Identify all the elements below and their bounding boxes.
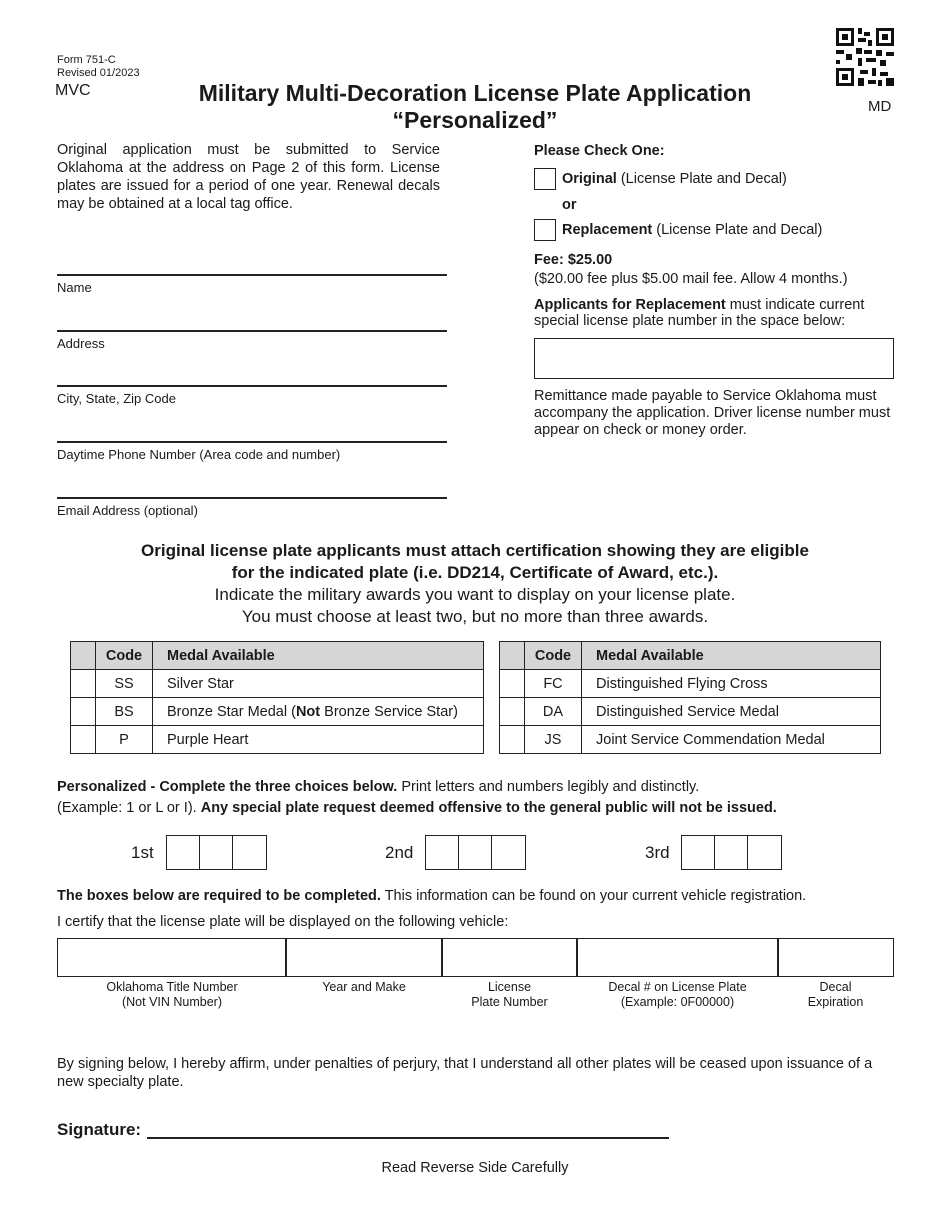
agency-code: MVC — [55, 82, 91, 99]
code-header: Code — [525, 642, 582, 670]
or-text: or — [562, 197, 577, 213]
medal-code: BS — [96, 698, 153, 726]
signature-line[interactable] — [147, 1137, 669, 1139]
third-choice-label: 3rd — [645, 843, 670, 862]
first-choice-label: 1st — [131, 843, 154, 862]
medal-code: SS — [96, 670, 153, 698]
year-make-label: Year and Make — [322, 980, 406, 994]
address-label: Address — [57, 336, 105, 351]
required-note — [57, 887, 806, 905]
offensive-warning: Any special plate request deemed offensive to the general public will not be issued. — [200, 800, 777, 816]
footer-note: Read Reverse Side Carefully — [381, 1160, 569, 1176]
name-field[interactable] — [57, 274, 447, 276]
fee-amount: Fee: $25.00 — [534, 252, 613, 268]
medal-code: DA — [525, 698, 582, 726]
medal-select-js[interactable] — [500, 726, 525, 754]
medal-select-bs[interactable] — [71, 698, 96, 726]
awards-instructions — [0, 540, 950, 628]
revised-date: Revised 01/2023 — [57, 67, 140, 79]
phone-field[interactable] — [57, 441, 447, 443]
medal-select-ss[interactable] — [71, 670, 96, 698]
third-choice-boxes[interactable] — [681, 835, 782, 870]
char-box[interactable] — [715, 836, 748, 869]
name-label: Name — [57, 280, 92, 295]
plate-number-label — [441, 980, 578, 1010]
email-field[interactable] — [57, 497, 447, 499]
first-choice-boxes[interactable] — [166, 835, 267, 870]
medal-row-bs — [71, 698, 484, 726]
awards-line-3: Indicate the military awards you want to display on your license plate. — [214, 585, 736, 604]
awards-line-4: You must choose at least two, but no more than three awards. — [241, 607, 709, 626]
plate-number-label-a: License — [487, 980, 532, 994]
medal-select-da[interactable] — [500, 698, 525, 726]
medal-header: Medal Available — [582, 642, 881, 670]
medal-select-p[interactable] — [71, 726, 96, 754]
medal-header: Medal Available — [153, 642, 484, 670]
personalized-line-1 — [57, 778, 699, 796]
original-option — [562, 170, 787, 188]
title-line-2: “Personalized” — [392, 107, 558, 133]
plate-number-input[interactable] — [441, 938, 578, 977]
medal-name: Joint Service Commendation Medal — [582, 726, 881, 754]
decal-number-label-b: (Example: 0F00000) — [620, 995, 735, 1009]
medal-name: Silver Star — [153, 670, 484, 698]
title-line-1: Military Multi-Decoration License Plate Application — [198, 80, 752, 106]
medal-name-post: Bronze Service Star) — [320, 703, 458, 720]
certify-text: I certify that the license plate will be displayed on the following vehicle: — [57, 914, 509, 930]
medal-row-da — [500, 698, 881, 726]
required-rest: This information can be found on your current vehicle registration. — [380, 888, 807, 904]
year-make-input[interactable] — [285, 938, 443, 977]
replacement-option — [562, 221, 822, 239]
replacement-note — [534, 297, 899, 329]
qr-code-icon — [836, 28, 894, 86]
decal-expiration-label — [777, 980, 894, 1010]
medal-name: Distinguished Service Medal — [582, 698, 881, 726]
city-state-zip-label: City, State, Zip Code — [57, 391, 176, 406]
char-box[interactable] — [426, 836, 459, 869]
medal-code: P — [96, 726, 153, 754]
char-box[interactable] — [682, 836, 715, 869]
original-label: Original — [562, 171, 617, 187]
medal-select-fc[interactable] — [500, 670, 525, 698]
decal-expiration-label-b: Expiration — [807, 995, 864, 1009]
medal-table-right — [499, 641, 881, 754]
replacement-checkbox[interactable] — [534, 219, 556, 241]
medal-name — [153, 698, 484, 726]
title-number-label-a: Oklahoma Title Number — [106, 980, 238, 994]
personalized-bold: Personalized - Complete the three choices below. — [57, 779, 398, 795]
decal-expiration-label-a: Decal — [819, 980, 852, 994]
remittance-text: Remittance made payable to Service Oklahoma must accompany the application. Driver license number must appear on check or money order. — [534, 388, 891, 438]
medal-row-js — [500, 726, 881, 754]
replacement-label: Replacement — [562, 222, 653, 238]
code-header: Code — [96, 642, 153, 670]
title-number-input[interactable] — [57, 938, 287, 977]
current-plate-number-input[interactable] — [534, 338, 894, 379]
email-label: Email Address (optional) — [57, 503, 198, 518]
medal-row-fc — [500, 670, 881, 698]
signature-label: Signature: — [57, 1120, 142, 1139]
original-desc: (License Plate and Decal) — [616, 171, 787, 187]
address-field[interactable] — [57, 330, 447, 332]
medal-table-header — [71, 642, 484, 670]
intro-text: Original application must be submitted to Service Oklahoma at the address on Page 2 of this form. License plates are issued for a period of one year. Renewal decals may be obtained at a local tag office. — [57, 142, 440, 212]
personalized-example: (Example: 1 or L or I). — [57, 800, 201, 816]
replacement-desc: (License Plate and Decal) — [652, 222, 823, 238]
decal-number-label-a: Decal # on License Plate — [608, 980, 747, 994]
char-box[interactable] — [492, 836, 525, 869]
medal-name: Purple Heart — [153, 726, 484, 754]
medal-code: JS — [525, 726, 582, 754]
char-box[interactable] — [200, 836, 233, 869]
char-box[interactable] — [459, 836, 492, 869]
char-box[interactable] — [167, 836, 200, 869]
city-state-zip-field[interactable] — [57, 385, 447, 387]
char-box[interactable] — [748, 836, 781, 869]
decal-expiration-input[interactable] — [777, 938, 894, 977]
decal-number-input[interactable] — [576, 938, 779, 977]
personalized-rest: Print letters and numbers legibly and distinctly. — [397, 779, 700, 795]
medal-name-bold: Not — [295, 703, 321, 720]
md-code: MD — [868, 98, 892, 115]
medal-table-header — [500, 642, 881, 670]
awards-line-2: for the indicated plate (i.e. DD214, Certificate of Award, etc.). — [231, 563, 719, 582]
replacement-note-text: must indicate current special license plate number in the space below: — [534, 297, 865, 329]
medal-name: Distinguished Flying Cross — [582, 670, 881, 698]
original-checkbox[interactable] — [534, 168, 556, 190]
medal-table-left — [70, 641, 484, 754]
personalized-line-2 — [57, 799, 777, 817]
plate-number-label-b: Plate Number — [471, 995, 548, 1009]
page-title — [140, 80, 810, 134]
title-number-label-b: (Not VIN Number) — [121, 995, 223, 1009]
awards-line-1: Original license plate applicants must attach certification showing they are eligible — [141, 541, 809, 560]
medal-code: FC — [525, 670, 582, 698]
select-header — [71, 642, 96, 670]
decal-number-label — [576, 980, 779, 1010]
check-heading: Please Check One: — [534, 143, 665, 159]
char-box[interactable] — [233, 836, 266, 869]
second-choice-label: 2nd — [385, 843, 414, 862]
required-bold: The boxes below are required to be completed. — [57, 888, 381, 904]
medal-row-p — [71, 726, 484, 754]
second-choice-boxes[interactable] — [425, 835, 526, 870]
fee-detail: ($20.00 fee plus $5.00 mail fee. Allow 4 months.) — [534, 271, 848, 287]
form-number: Form 751-C — [57, 54, 116, 66]
select-header — [500, 642, 525, 670]
phone-label: Daytime Phone Number (Area code and number) — [57, 447, 341, 462]
affirmation-text: By signing below, I hereby affirm, under penalties of perjury, that I understand all other plates will be ceased upon issuance of a new specialty plate. — [57, 1056, 873, 1090]
medal-name-pre: Bronze Star Medal ( — [167, 703, 296, 720]
medal-row-ss — [71, 670, 484, 698]
replacement-note-bold: Applicants for Replacement — [534, 297, 726, 313]
title-number-label — [57, 980, 287, 1010]
